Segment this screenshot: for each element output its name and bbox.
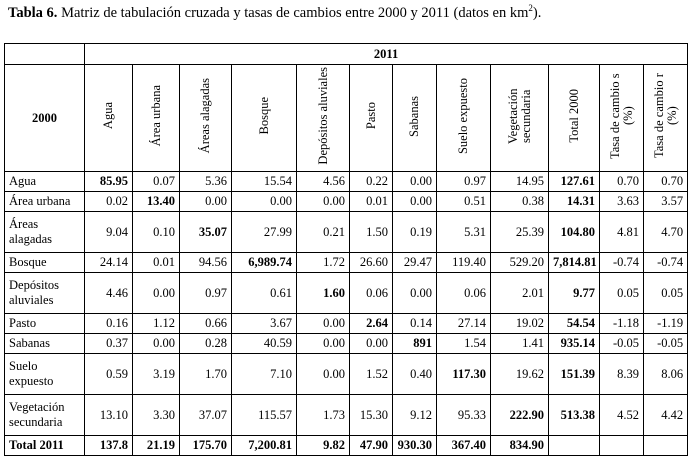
table-cell: 127.61 [549,172,600,192]
table-cell: 1.41 [491,334,549,354]
table-cell: 0.70 [644,172,688,192]
table-cell: 115.57 [232,395,297,436]
table-cell: 0.14 [393,314,437,334]
table-cell: 0.61 [232,273,297,314]
column-header [350,65,393,172]
table-cell: 1.12 [133,314,180,334]
table-cell: 104.80 [549,212,600,253]
table-cell: 14.31 [549,192,600,212]
table-cell: 513.38 [549,395,600,436]
table-cell: 1.60 [297,273,350,314]
table-cell: 1.54 [437,334,491,354]
table-cell: 1.70 [180,354,232,395]
table-cell: 0.01 [350,192,393,212]
total-cell: 930.30 [393,436,437,456]
table-cell: 5.36 [180,172,232,192]
table-cell: 1.50 [350,212,393,253]
table-cell: 2.01 [491,273,549,314]
table-cell: 0.06 [437,273,491,314]
table-cell: 26.60 [350,253,393,273]
table-cell: 25.39 [491,212,549,253]
table-cell: 0.01 [133,253,180,273]
table-cell: 13.10 [85,395,133,436]
table-cell: 9.04 [85,212,133,253]
caption-end: ). [532,4,542,21]
table-cell: 0.97 [180,273,232,314]
table-cell: 8.06 [644,354,688,395]
table-row [5,212,688,253]
table-row [5,395,688,436]
table-caption [8,3,541,22]
table-cell: 222.90 [491,395,549,436]
column-header [600,65,644,172]
table-cell: 3.67 [232,314,297,334]
table-cell: 935.14 [549,334,600,354]
total-cell: 367.40 [437,436,491,456]
table-row [5,172,688,192]
table-cell: 529.20 [491,253,549,273]
column-header-label: Sabanas [407,95,421,137]
column-header-label: Agua [101,102,115,130]
table-cell: 891 [393,334,437,354]
table-cell: 7.10 [232,354,297,395]
table-cell: 6,989.74 [232,253,297,273]
table-cell: 0.00 [232,192,297,212]
table-cell: 1.73 [297,395,350,436]
table-cell: 40.59 [232,334,297,354]
table-cell: 0.00 [180,192,232,212]
table-cell: 0.38 [491,192,549,212]
column-header [491,65,549,172]
table-cell: 29.47 [393,253,437,273]
table-cell: 0.21 [297,212,350,253]
table-cell: 151.39 [549,354,600,395]
column-header-label: Vegetación secundaria [505,88,533,144]
column-header [85,65,133,172]
row-label: Suelo expuesto [5,354,85,395]
table-cell: -0.74 [600,253,644,273]
caption-superscript: 2 [528,3,533,13]
table-cell: 7,814.81 [549,253,600,273]
table-row [5,273,688,314]
table-row [5,314,688,334]
table-cell: 0.59 [85,354,133,395]
table-cell: 9.12 [393,395,437,436]
table-cell: 35.07 [180,212,232,253]
table-cell: 0.19 [393,212,437,253]
table-cell: 0.51 [437,192,491,212]
caption-label: Tabla 6. [8,4,58,21]
table-cell: 0.00 [297,314,350,334]
table-cell: 9.77 [549,273,600,314]
row-label: Vegetación secundaria [5,395,85,436]
column-header [549,65,600,172]
table-cell: 0.06 [350,273,393,314]
table-cell: 0.05 [600,273,644,314]
column-header-label: Área urbana [148,85,163,147]
table-body [5,172,688,456]
column-header-label: Tasa de cambio r (%) [651,73,679,159]
table-cell: 4.46 [85,273,133,314]
column-header-label: Suelo expuesto [456,77,470,155]
table-cell: 0.37 [85,334,133,354]
table-cell: 0.10 [133,212,180,253]
total-row-label: Total 2011 [5,436,85,456]
table-cell: -0.74 [644,253,688,273]
column-header [393,65,437,172]
table-cell: 0.22 [350,172,393,192]
column-header-label: Total 2000 [566,89,581,143]
column-header-label: Depósitos aluviales [315,67,330,165]
column-header [437,65,491,172]
column-header [133,65,180,172]
table-cell: 0.00 [297,354,350,395]
table-cell: 5.31 [437,212,491,253]
table-cell: 4.70 [644,212,688,253]
year-2000-header: 2000 [5,65,85,172]
table-cell: 4.81 [600,212,644,253]
table-cell: 95.33 [437,395,491,436]
total-cell [549,436,600,456]
table-row [5,354,688,395]
table-cell: 0.40 [393,354,437,395]
column-header [180,65,232,172]
table-cell: 0.02 [85,192,133,212]
table-row [5,253,688,273]
table-cell: 0.97 [437,172,491,192]
column-header [297,65,350,172]
table-cell: 0.28 [180,334,232,354]
table-cell: 0.16 [85,314,133,334]
column-header [232,65,297,172]
table-cell: 119.40 [437,253,491,273]
table-cell: 3.63 [600,192,644,212]
table-cell: 24.14 [85,253,133,273]
row-label: Pasto [5,314,85,334]
table-cell: 0.07 [133,172,180,192]
column-header-label: Áreas alagadas [198,78,212,154]
cross-tabulation-table [4,43,688,456]
row-label: Depósitos aluviales [5,273,85,314]
table-cell: 8.39 [600,354,644,395]
table-cell: 37.07 [180,395,232,436]
table-cell: 0.00 [393,273,437,314]
table-cell: 14.95 [491,172,549,192]
table-cell: 54.54 [549,314,600,334]
table-cell: 117.30 [437,354,491,395]
table-cell: -0.05 [644,334,688,354]
table-cell: 0.00 [393,172,437,192]
table-row [5,334,688,354]
total-cell: 7,200.81 [232,436,297,456]
column-header-label: Pasto [363,102,378,130]
column-header [644,65,688,172]
table-cell: 0.00 [133,273,180,314]
row-label: Bosque [5,253,85,273]
table-cell: 0.00 [350,334,393,354]
column-header-row [5,65,688,172]
table-cell: 3.30 [133,395,180,436]
year-2011-header: 2011 [85,44,688,65]
total-cell: 175.70 [180,436,232,456]
table-cell: -0.05 [600,334,644,354]
table-cell: 1.72 [297,253,350,273]
table-cell: 3.57 [644,192,688,212]
table-cell: 0.00 [297,192,350,212]
table-cell: 94.56 [180,253,232,273]
row-label: Sabanas [5,334,85,354]
table-cell: 27.99 [232,212,297,253]
table-cell: 0.00 [297,334,350,354]
table-cell: 0.05 [644,273,688,314]
total-cell [600,436,644,456]
table-cell: 4.52 [600,395,644,436]
row-label: Agua [5,172,85,192]
total-cell: 9.82 [297,436,350,456]
total-cell: 21.19 [133,436,180,456]
table-cell: 15.30 [350,395,393,436]
table-row [5,192,688,212]
table-cell: 19.62 [491,354,549,395]
row-label: Área urbana [5,192,85,212]
table-cell: 27.14 [437,314,491,334]
table-cell: 4.56 [297,172,350,192]
total-cell: 137.8 [85,436,133,456]
table-cell: 0.00 [133,334,180,354]
total-cell: 47.90 [350,436,393,456]
table-cell: -1.18 [600,314,644,334]
column-header-label: Tasa de cambio s (%) [607,73,635,159]
year-2011-row [5,44,688,65]
total-cell [644,436,688,456]
table-cell: -1.19 [644,314,688,334]
table-cell: 0.00 [393,192,437,212]
column-header-label: Bosque [256,97,271,135]
table-cell: 1.52 [350,354,393,395]
table-cell: 13.40 [133,192,180,212]
table-cell: 0.66 [180,314,232,334]
table-cell: 19.02 [491,314,549,334]
table-cell: 0.70 [600,172,644,192]
total-row [5,436,688,456]
caption-text: Matriz de tabulación cruzada y tasas de cambios entre 2000 y 2011 (datos en km [57,4,529,21]
table-cell: 3.19 [133,354,180,395]
table-cell: 15.54 [232,172,297,192]
row-label: Áreas alagadas [5,212,85,253]
total-cell: 834.90 [491,436,549,456]
table-cell: 2.64 [350,314,393,334]
table-cell: 4.42 [644,395,688,436]
table-cell: 85.95 [85,172,133,192]
